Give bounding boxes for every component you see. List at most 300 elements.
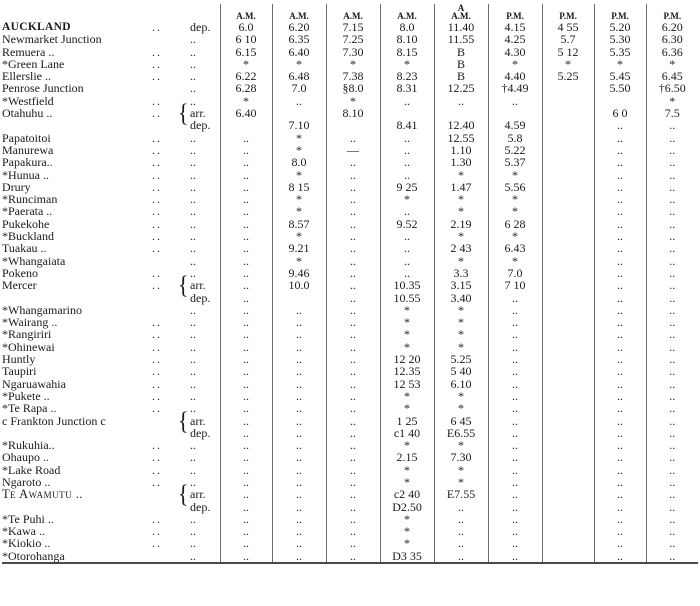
time-cell: 5.8 (488, 132, 542, 144)
time-cell: .. (646, 439, 698, 451)
time-cell: .. (646, 193, 698, 205)
time-cell: .. (272, 439, 326, 451)
time-cell (542, 119, 594, 131)
station-name: *Otorohanga (2, 550, 152, 563)
time-cell: 6 10 (220, 33, 272, 45)
time-cell: 6.0 (220, 21, 272, 33)
time-cell: 11.40 (434, 21, 488, 33)
time-cell: 7 10 (488, 279, 542, 291)
time-cell: .. (326, 255, 380, 267)
table-row (2, 451, 698, 463)
time-cell: 1.47 (434, 181, 488, 193)
time-cell: B (434, 58, 488, 70)
arr-dep-text: dep. (190, 425, 211, 440)
time-cell (542, 378, 594, 390)
time-cell: .. (380, 156, 434, 168)
time-cell: * (326, 58, 380, 70)
time-cell: .. (220, 415, 272, 427)
time-cell: 5.22 (488, 144, 542, 156)
arr-dep-text: .. (190, 241, 196, 256)
time-cell: .. (326, 328, 380, 340)
table-row (2, 279, 698, 291)
time-cell: * (542, 58, 594, 70)
time-cell: .. (220, 267, 272, 279)
time-cell: .. (646, 292, 698, 304)
arr-dep-text: arr. (190, 487, 206, 502)
time-cell: * (434, 304, 488, 316)
time-cell: * (488, 205, 542, 217)
station-name: c Frankton Junction c (2, 413, 106, 428)
leader-dots: .. (152, 401, 162, 416)
leader-dots: .. (152, 536, 162, 551)
time-cell (326, 119, 380, 131)
time-cell: .. (326, 537, 380, 549)
time-cell: .. (326, 390, 380, 402)
time-cell: .. (220, 464, 272, 476)
time-cell: .. (220, 513, 272, 525)
leader-dots: .. (152, 315, 162, 330)
arr-dep-text: .. (190, 69, 196, 84)
time-cell: .. (326, 501, 380, 513)
time-cell (542, 82, 594, 94)
time-cell: 9.46 (272, 267, 326, 279)
time-cell: .. (646, 378, 698, 390)
time-cell: .. (326, 341, 380, 353)
time-cell (542, 501, 594, 513)
time-cell: 3.15 (434, 279, 488, 291)
arr-dep-text: .. (190, 388, 196, 403)
time-cell: .. (272, 402, 326, 414)
time-cell: 10.55 (380, 292, 434, 304)
time-cell: 4 55 (542, 21, 594, 33)
station-name: *Hunua .. (2, 167, 49, 182)
time-cell: * (272, 58, 326, 70)
time-cell: * (380, 525, 434, 537)
arr-dep-text: .. (190, 474, 196, 489)
time-cell: .. (220, 230, 272, 242)
time-cell (542, 242, 594, 254)
time-cell: .. (326, 464, 380, 476)
station-name: *Wairang .. (2, 315, 58, 330)
time-cell: .. (220, 193, 272, 205)
time-cell: .. (646, 156, 698, 168)
leader-dots: .. (152, 69, 162, 84)
time-cell: .. (594, 230, 646, 242)
arr-dep-label (180, 292, 220, 304)
time-cell: 8.10 (326, 107, 380, 119)
time-cell: .. (434, 525, 488, 537)
time-cell: .. (594, 255, 646, 267)
time-cell: * (434, 205, 488, 217)
time-cell: .. (646, 550, 698, 563)
time-cell: .. (380, 255, 434, 267)
time-cell (542, 328, 594, 340)
station-name: Huntly (2, 352, 36, 367)
time-cell: .. (646, 218, 698, 230)
time-cell: .. (326, 218, 380, 230)
time-cell: 2.19 (434, 218, 488, 230)
station-name: Penrose Junction (2, 81, 84, 96)
time-cell: * (434, 464, 488, 476)
station-name: *Lake Road (2, 462, 61, 477)
time-cell (542, 427, 594, 439)
station-name: Ngaroto .. (2, 474, 51, 489)
station-name (2, 292, 152, 304)
station-name: *Green Lane (2, 56, 65, 71)
time-cell: * (380, 341, 434, 353)
time-cell: .. (326, 415, 380, 427)
time-cell (542, 550, 594, 563)
arr-dep-text: .. (190, 56, 196, 71)
time-cell: 7.30 (326, 46, 380, 58)
time-cell (542, 365, 594, 377)
station-name: Tuakau .. (2, 241, 47, 256)
time-cell: .. (488, 550, 542, 563)
time-cell: .. (220, 488, 272, 500)
time-cell: .. (272, 476, 326, 488)
time-cell: * (380, 328, 434, 340)
time-cell: * (488, 58, 542, 70)
time-cell: D3 35 (380, 550, 434, 563)
time-cell: .. (646, 513, 698, 525)
station-name: *Rangiriri (2, 327, 52, 342)
table-row (2, 242, 698, 254)
time-cell: * (380, 58, 434, 70)
time-cell: .. (220, 218, 272, 230)
time-cell (542, 132, 594, 144)
time-cell: .. (594, 378, 646, 390)
time-cell: .. (326, 353, 380, 365)
time-cell: .. (220, 169, 272, 181)
time-cell: .. (646, 316, 698, 328)
time-cell: .. (646, 328, 698, 340)
time-cell (542, 95, 594, 107)
time-cell: 6.48 (272, 70, 326, 82)
time-cell: .. (646, 279, 698, 291)
time-cell: .. (594, 488, 646, 500)
time-cell: D2.50 (380, 501, 434, 513)
time-cell: .. (326, 169, 380, 181)
time-cell: .. (272, 365, 326, 377)
time-cell: 6.28 (220, 82, 272, 94)
time-cell: * (594, 58, 646, 70)
time-cell: .. (326, 439, 380, 451)
time-cell: .. (594, 193, 646, 205)
time-cell (542, 513, 594, 525)
header-blank (2, 4, 220, 12)
time-cell: 12.40 (434, 119, 488, 131)
time-cell: .. (326, 230, 380, 242)
time-cell: .. (326, 292, 380, 304)
leader-dots: .. (152, 511, 162, 526)
table-row (2, 82, 698, 94)
time-cell: .. (220, 378, 272, 390)
time-cell: .. (220, 476, 272, 488)
time-cell: * (272, 132, 326, 144)
time-cell: .. (646, 242, 698, 254)
time-cell (542, 267, 594, 279)
time-cell (542, 218, 594, 230)
arr-dep-text: .. (190, 327, 196, 342)
time-cell: 6.15 (220, 46, 272, 58)
time-cell: 3.40 (434, 292, 488, 304)
time-cell: .. (488, 476, 542, 488)
arr-dep-text: .. (190, 81, 196, 96)
station-name: Pokeno (2, 265, 38, 280)
time-cell: .. (272, 451, 326, 463)
time-cell: * (380, 537, 434, 549)
time-cell (542, 537, 594, 549)
time-cell: .. (646, 144, 698, 156)
time-cell: * (272, 230, 326, 242)
leader-dots: .. (152, 56, 162, 71)
time-cell: 9 25 (380, 181, 434, 193)
time-cell: .. (646, 205, 698, 217)
time-cell: 7.0 (488, 267, 542, 279)
time-cell: .. (594, 316, 646, 328)
time-cell: .. (594, 550, 646, 563)
arr-dep-label (180, 119, 220, 131)
time-cell: .. (272, 316, 326, 328)
time-cell: 6.20 (272, 21, 326, 33)
time-cell: * (272, 144, 326, 156)
time-cell: †4.49 (488, 82, 542, 94)
time-cell (220, 119, 272, 131)
station-name: Pukekohe (2, 216, 50, 231)
station-name: Drury (2, 179, 31, 194)
time-cell: * (434, 341, 488, 353)
arr-dep-label (180, 82, 220, 94)
arr-dep-label (180, 169, 220, 181)
arr-dep-text: arr. (190, 413, 206, 428)
time-cell: .. (220, 279, 272, 291)
time-cell: .. (594, 353, 646, 365)
time-cell: .. (220, 316, 272, 328)
time-cell: .. (220, 501, 272, 513)
time-cell: * (434, 255, 488, 267)
column-period: A.M. (326, 12, 380, 21)
table-row (2, 402, 698, 414)
time-cell: 7.38 (326, 70, 380, 82)
time-cell: .. (220, 304, 272, 316)
time-cell: .. (594, 476, 646, 488)
time-cell: .. (646, 341, 698, 353)
arr-dep-label (180, 328, 220, 340)
column-period: P.M. (488, 12, 542, 21)
arr-dep-text: dep. (190, 290, 211, 305)
time-cell: .. (220, 439, 272, 451)
time-cell: 6 45 (434, 415, 488, 427)
time-cell: §8.0 (326, 82, 380, 94)
time-cell: .. (326, 427, 380, 439)
time-cell (542, 156, 594, 168)
time-cell: .. (272, 415, 326, 427)
arr-dep-text: .. (190, 192, 196, 207)
leader-dots: .. (152, 167, 162, 182)
time-cell: .. (488, 316, 542, 328)
time-cell: .. (326, 304, 380, 316)
time-cell: .. (646, 464, 698, 476)
leader-dots: .. (152, 229, 162, 244)
arr-dep-text: .. (190, 462, 196, 477)
time-cell: .. (488, 341, 542, 353)
column-mark: A (434, 4, 488, 12)
leader-dots (152, 292, 180, 304)
time-cell: * (488, 230, 542, 242)
time-cell: 5.25 (434, 353, 488, 365)
table-row (2, 119, 698, 131)
arr-dep-label (180, 550, 220, 563)
leader-dots: .. (152, 179, 162, 194)
time-cell: 6.36 (646, 46, 698, 58)
time-cell: 4.30 (488, 46, 542, 58)
time-cell (542, 476, 594, 488)
time-cell: * (326, 95, 380, 107)
table-row (2, 328, 698, 340)
time-cell: .. (272, 378, 326, 390)
arr-dep-text: .. (190, 438, 196, 453)
station-name: Papakura.. (2, 155, 53, 170)
station-name: Otahuhu .. (2, 106, 53, 121)
time-cell: 8.10 (380, 33, 434, 45)
arr-dep-text: .. (190, 179, 196, 194)
time-cell: .. (488, 415, 542, 427)
time-cell: 2 43 (434, 242, 488, 254)
time-cell: E6.55 (434, 427, 488, 439)
time-cell: * (434, 390, 488, 402)
station-name: *Kiokio .. (2, 536, 51, 551)
time-cell: .. (272, 95, 326, 107)
arr-dep-text: arr. (190, 106, 206, 121)
time-cell: .. (646, 119, 698, 131)
time-cell: 8 15 (272, 181, 326, 193)
leader-dots: .. (152, 265, 162, 280)
time-cell: .. (488, 439, 542, 451)
time-cell: .. (646, 451, 698, 463)
time-cell: .. (488, 513, 542, 525)
time-cell: .. (326, 550, 380, 563)
time-cell (542, 488, 594, 500)
time-cell: 10.0 (272, 279, 326, 291)
station-name: Manurewa (2, 142, 54, 157)
leader-dots: .. (152, 44, 162, 59)
time-cell: .. (594, 156, 646, 168)
time-cell: .. (594, 119, 646, 131)
time-cell: .. (594, 439, 646, 451)
time-cell: .. (594, 451, 646, 463)
arr-dep-text: dep. (190, 118, 211, 133)
time-cell: .. (488, 378, 542, 390)
time-cell: .. (646, 488, 698, 500)
arr-dep-text: .. (190, 93, 196, 108)
time-cell: — (326, 144, 380, 156)
time-cell: 7.25 (326, 33, 380, 45)
time-cell: * (434, 316, 488, 328)
table-row (2, 156, 698, 168)
arr-dep-text: .. (190, 229, 196, 244)
arr-dep-text: .. (190, 548, 196, 563)
time-cell: 5.56 (488, 181, 542, 193)
time-cell: * (434, 169, 488, 181)
time-cell (272, 292, 326, 304)
column-period: P.M. (542, 12, 594, 21)
station-name: Te Awamutu .. (2, 487, 83, 502)
time-cell: .. (326, 513, 380, 525)
time-cell: .. (272, 390, 326, 402)
time-cell (542, 230, 594, 242)
time-cell (542, 255, 594, 267)
time-cell: .. (488, 488, 542, 500)
time-cell: 7.10 (272, 119, 326, 131)
leader-dots: .. (152, 388, 162, 403)
leader-dots: .. (152, 327, 162, 342)
time-cell: .. (488, 537, 542, 549)
time-cell: .. (272, 488, 326, 500)
time-cell: .. (220, 132, 272, 144)
time-cell: .. (646, 304, 698, 316)
table-row (2, 33, 698, 45)
time-cell: .. (646, 181, 698, 193)
time-cell: .. (488, 464, 542, 476)
time-cell: 12.55 (434, 132, 488, 144)
time-cell: 12 53 (380, 378, 434, 390)
time-cell: 5.30 (594, 33, 646, 45)
time-cell: 5 12 (542, 46, 594, 58)
time-cell: * (380, 402, 434, 414)
time-cell: .. (594, 169, 646, 181)
leader-dots (152, 82, 180, 94)
time-cell: c2 40 (380, 488, 434, 500)
time-cell: * (220, 95, 272, 107)
time-cell: 6.20 (646, 21, 698, 33)
station-name: *Kawa .. (2, 524, 45, 539)
time-cell: .. (326, 156, 380, 168)
time-cell: .. (646, 537, 698, 549)
arr-dep-text: .. (190, 167, 196, 182)
arr-dep-text: .. (190, 44, 196, 59)
time-cell: .. (646, 255, 698, 267)
time-cell: .. (380, 230, 434, 242)
arr-dep-text: .. (190, 265, 196, 280)
time-cell: .. (326, 242, 380, 254)
time-cell: * (380, 390, 434, 402)
time-cell: * (488, 193, 542, 205)
time-cell: * (272, 205, 326, 217)
station-name: Papatoitoi (2, 130, 51, 145)
time-cell (542, 169, 594, 181)
time-cell: * (220, 58, 272, 70)
time-cell: 5.50 (594, 82, 646, 94)
time-cell: * (434, 439, 488, 451)
time-cell: * (488, 255, 542, 267)
time-cell: * (272, 255, 326, 267)
leader-dots: .. (152, 339, 162, 354)
time-cell: .. (272, 464, 326, 476)
time-cell: 4.15 (488, 21, 542, 33)
time-cell: .. (594, 427, 646, 439)
time-cell: * (380, 439, 434, 451)
time-cell: .. (646, 365, 698, 377)
time-cell: B (434, 70, 488, 82)
time-cell: .. (220, 537, 272, 549)
station-name: Ngaruawahia (2, 376, 66, 391)
time-cell: .. (272, 550, 326, 563)
time-cell: .. (434, 550, 488, 563)
time-cell: 1.30 (434, 156, 488, 168)
time-cell: 5 40 (434, 365, 488, 377)
arr-dep-text: .. (190, 204, 196, 219)
arr-dep-text: .. (190, 155, 196, 170)
